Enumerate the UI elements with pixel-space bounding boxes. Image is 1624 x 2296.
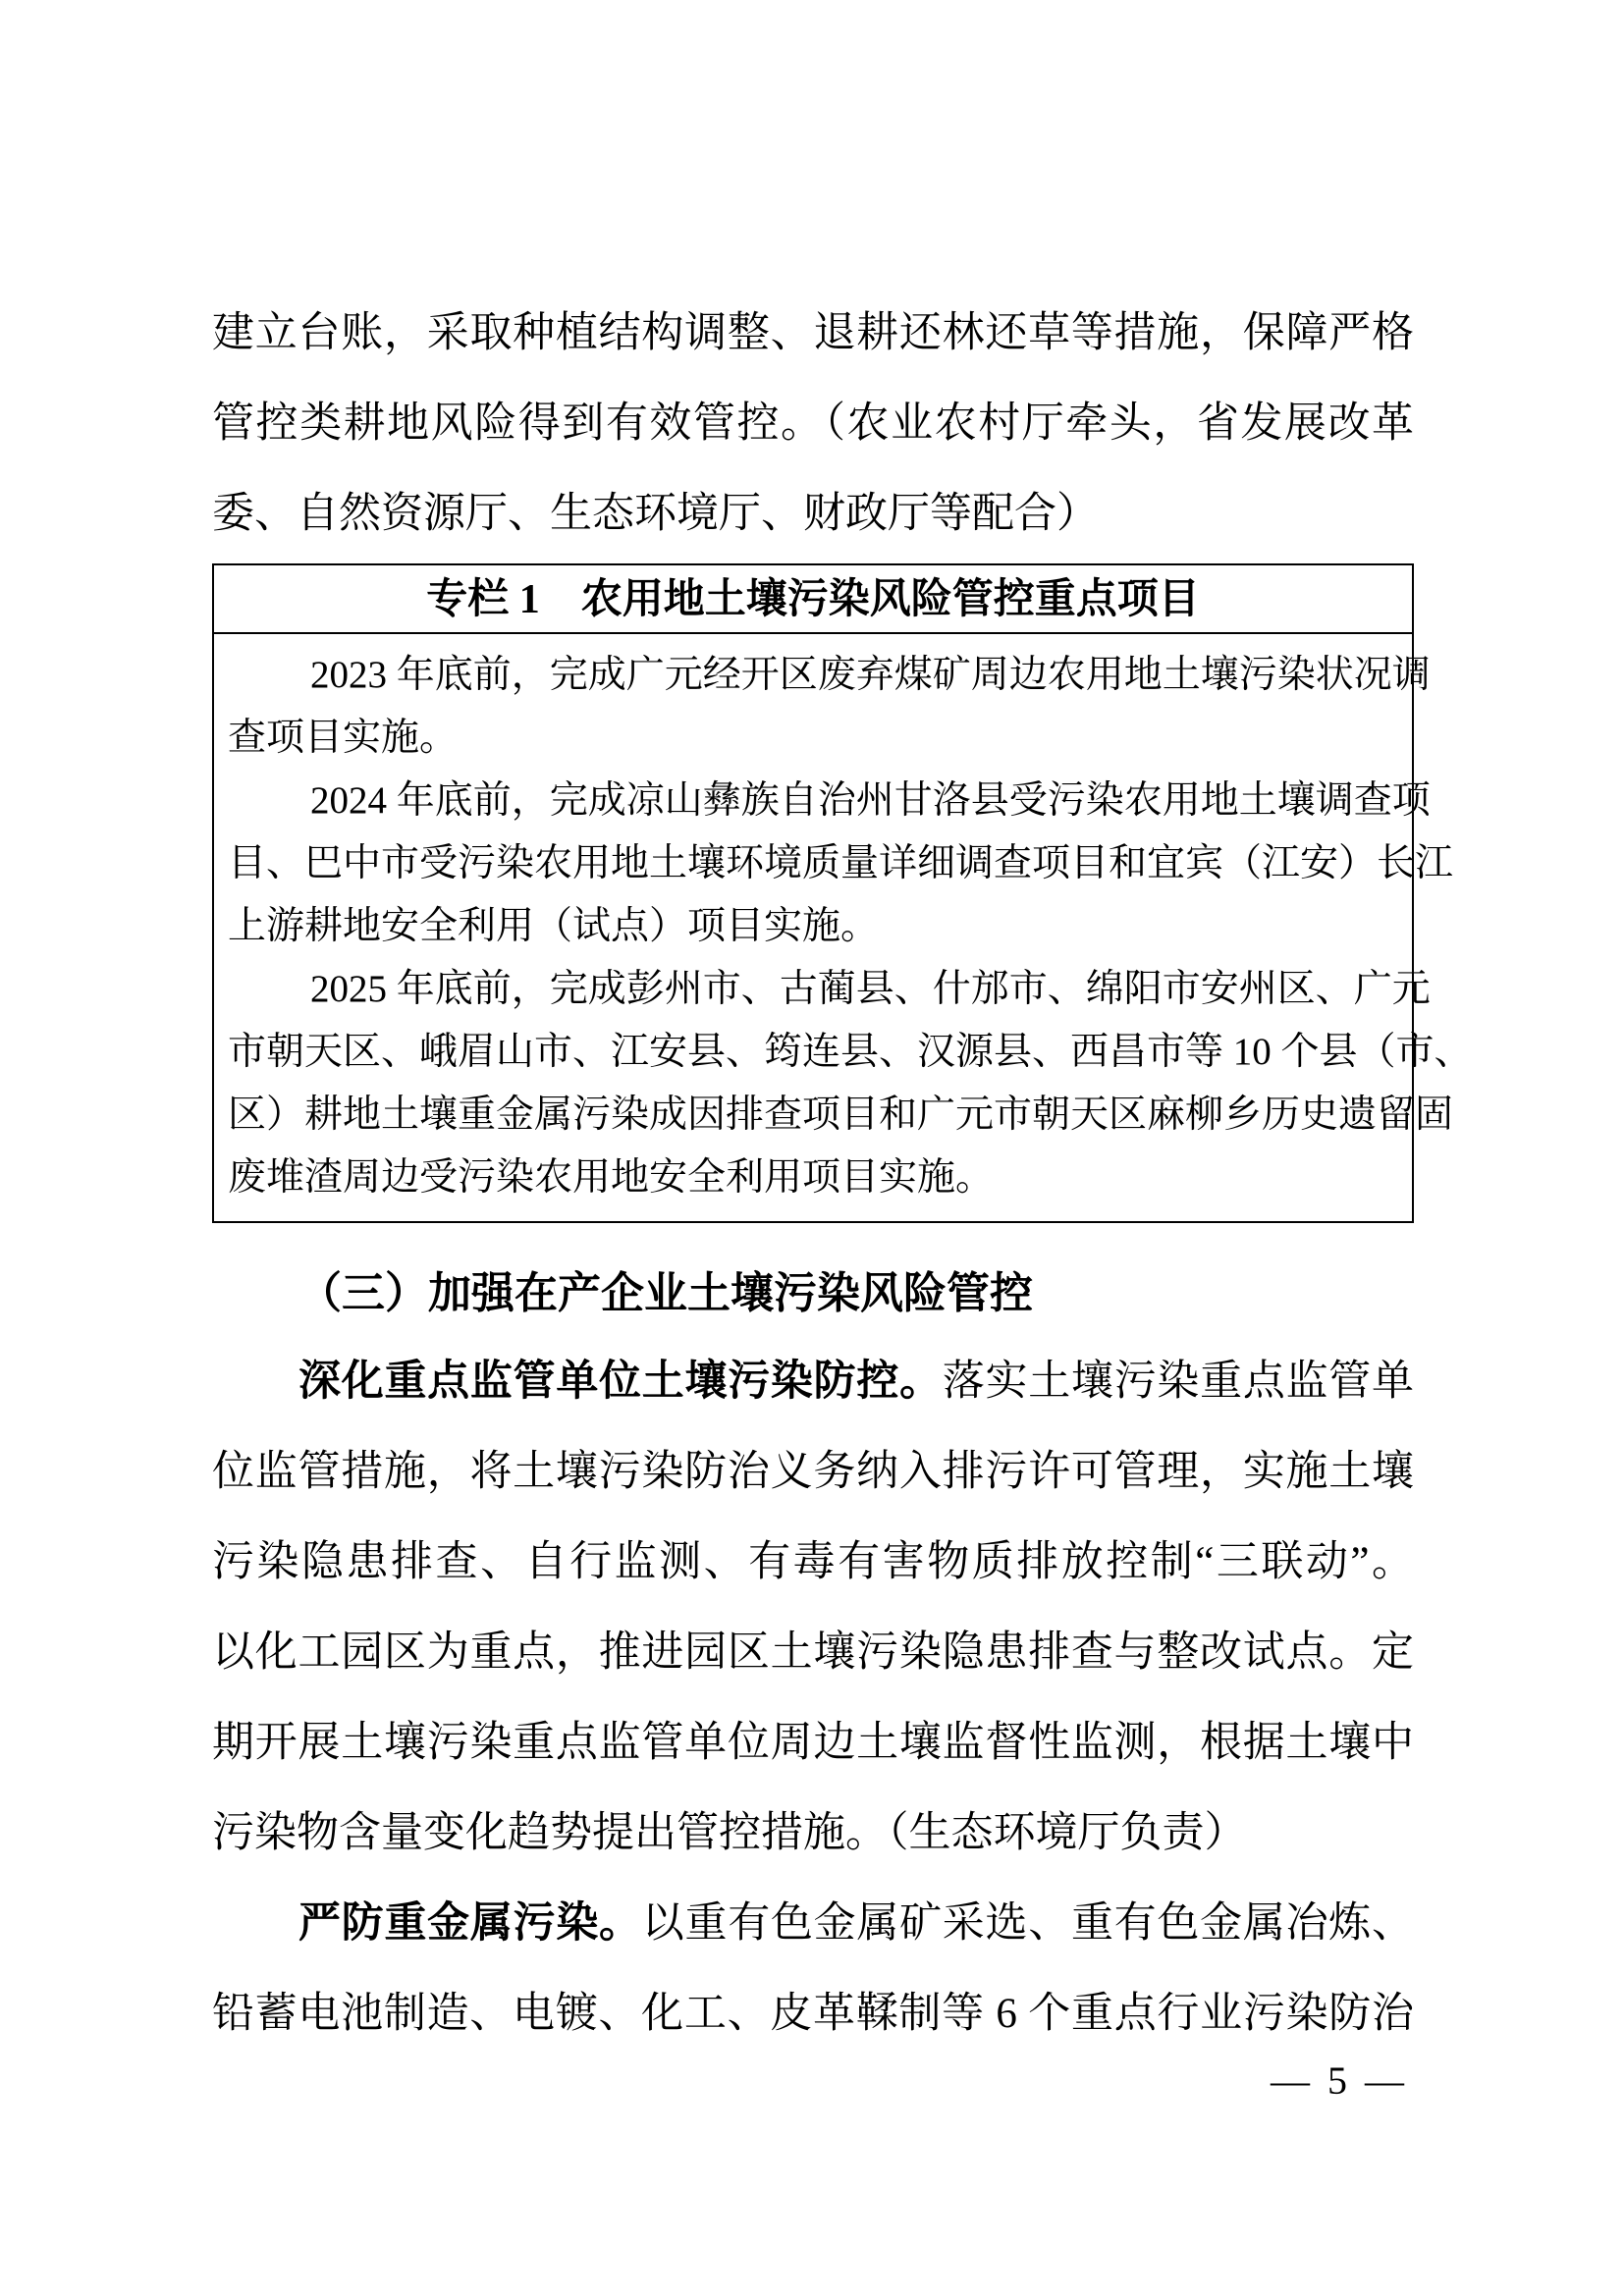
box-line: 查项目实施。 (228, 717, 459, 759)
text-line: 位监管措施，将土壤污染防治义务纳入排污许可管理，实施土壤 (212, 1449, 1414, 1495)
box-line: 区）耕地土壤重金属污染成因排查项目和广元市朝天区麻柳乡历史遗留固 (228, 1094, 1454, 1136)
box-line: 2025 年底前，完成彭州市、古蔺县、什邡市、绵阳市安州区、广元 (310, 968, 1431, 1010)
text-line: 管控类耕地风险得到有效管控。（农业农村厅牵头，省发展改革 (212, 400, 1414, 447)
box-line: 废堆渣周边受污染农用地安全利用项目实施。 (228, 1156, 995, 1199)
box-line: 目、巴中市受污染农用地土壤环境质量详细调查项目和宜宾（江安）长江 (228, 842, 1454, 884)
text-line: 委、自然资源厅、生态环境厅、财政厅等配合） (212, 491, 1099, 537)
paragraph-heavy-metal (212, 1879, 1414, 2059)
page-content (212, 289, 1473, 2059)
lead-in-rest: 以重有色金属矿采选、重有色金属冶炼、 (641, 1900, 1415, 1947)
box-line: 2024 年底前，完成凉山彝族自治州甘洛县受污染农用地土壤调查项 (310, 779, 1431, 822)
intro-paragraph (212, 289, 1414, 560)
box-title: 专栏 1 农用地土壤污染风险管控重点项目 (214, 565, 1412, 634)
box-body (214, 634, 1473, 1221)
lead-in-bold: 严防重金属污染。 (298, 1900, 642, 1947)
paragraph-supervision (212, 1337, 1414, 1879)
text-line: 铅蓄电池制造、电镀、化工、皮革鞣制等 6 个重点行业污染防治 (212, 1991, 1414, 2037)
page-number: — 5 — (1271, 2058, 1408, 2103)
lead-in-rest: 落实土壤污染重点监管单 (942, 1359, 1415, 1405)
lead-in-bold: 深化重点监管单位土壤污染防控。 (298, 1359, 943, 1405)
text-line: 污染隐患排查、自行监测、有毒有害物质排放控制“三联动”。 (212, 1539, 1414, 1585)
text-line (212, 1879, 1414, 1969)
box-line: 2023 年底前，完成广元经开区废弃煤矿周边农用地土壤污染状况调 (310, 654, 1431, 696)
text-line: 期开展土壤污染重点监管单位周边土壤监督性监测，根据土壤中 (212, 1720, 1414, 1766)
callout-box-column-1 (212, 563, 1473, 1223)
text-line: 污染物含量变化趋势提出管控措施。（生态环境厅负责） (212, 1810, 1247, 1856)
box-line: 上游耕地安全利用（试点）项目实施。 (228, 905, 880, 947)
text-line: 以化工园区为重点，推进园区土壤污染隐患排查与整改试点。定 (212, 1629, 1414, 1676)
section-heading: （三）加强在产企业土壤污染风险管控 (298, 1269, 1033, 1317)
text-line: 建立台账，采取种植结构调整、退耕还林还草等措施，保障严格 (212, 310, 1414, 356)
box-line: 市朝天区、峨眉山市、江安县、筠连县、汉源县、西昌市等 10 个县（市、 (228, 1031, 1473, 1073)
text-line (212, 1337, 1414, 1427)
